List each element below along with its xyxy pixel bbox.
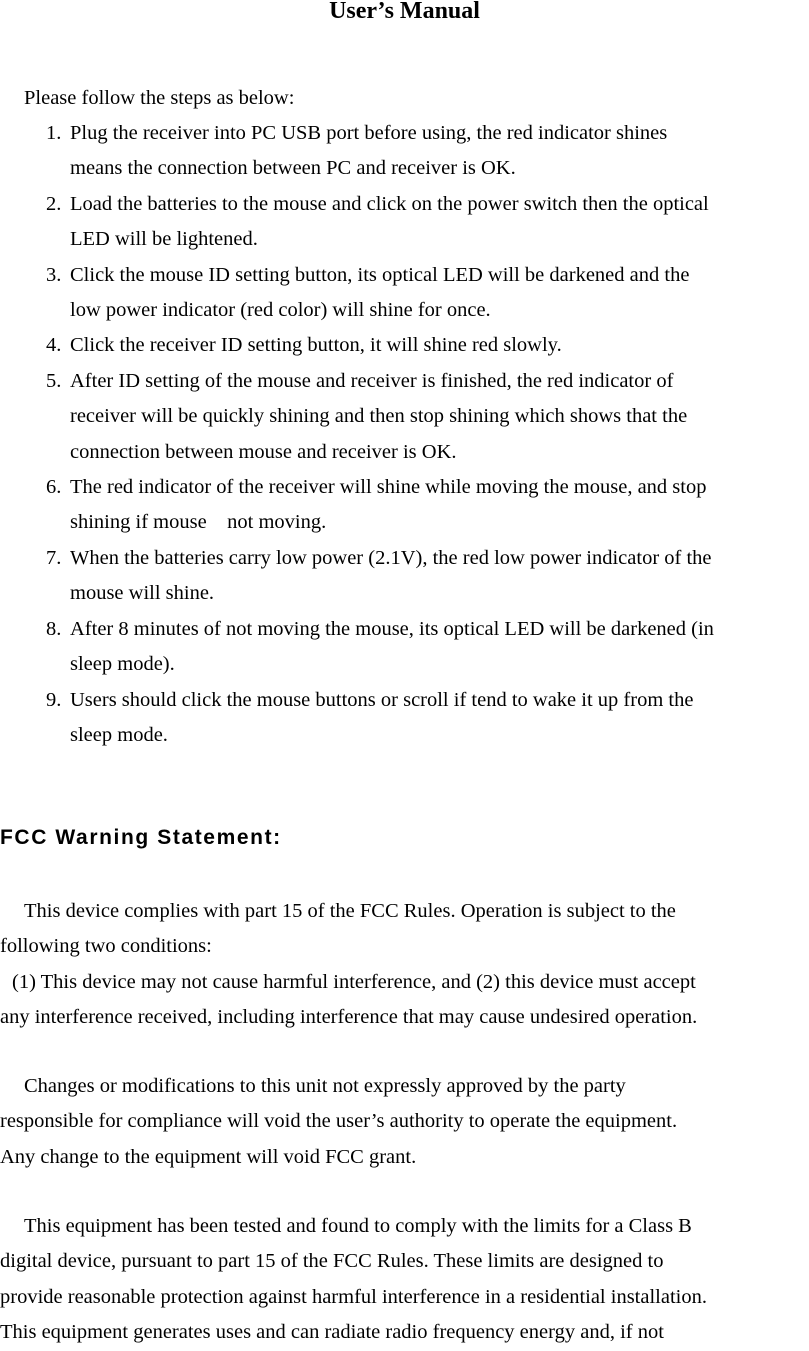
step-line: connection between mouse and receiver is OK. <box>70 440 457 463</box>
step-number: 2. <box>46 192 62 215</box>
paragraph-line: provide reasonable protection against harmful interference in a residential installation. <box>0 1285 707 1308</box>
step-number: 3. <box>46 263 62 286</box>
fcc-heading: FCC Warning Statement: <box>0 826 282 849</box>
intro-text: Please follow the steps as below: <box>24 87 295 109</box>
step-number: 8. <box>46 617 62 640</box>
step-item <box>46 258 809 329</box>
step-line: After ID setting of the mouse and receiver is finished, the red indicator of <box>70 369 674 392</box>
paragraph-line: following two conditions: <box>0 935 212 958</box>
paragraph-line: This device complies with part 15 of the FCC Rules. Operation is subject to the <box>24 900 676 922</box>
fcc-paragraph-class-b <box>0 1209 809 1351</box>
step-line: Users should click the mouse buttons or scroll if tend to wake it up from the <box>70 688 694 711</box>
step-item <box>46 683 809 754</box>
paragraph-line: This equipment has been tested and found to comply with the limits for a Class B <box>24 1215 692 1237</box>
paragraph-line: any interference received, including interference that may cause undesired operation. <box>0 1006 698 1029</box>
step-number: 6. <box>46 476 62 499</box>
step-item <box>46 187 809 258</box>
step-item <box>46 328 809 363</box>
step-line: LED will be lightened. <box>70 228 258 251</box>
fcc-paragraph-changes <box>0 1069 809 1175</box>
step-line: Click the mouse ID setting button, its optical LED will be darkened and the <box>70 263 690 286</box>
step-item <box>46 364 809 470</box>
step-line: low power indicator (red color) will shine for once. <box>70 299 491 322</box>
step-line: When the batteries carry low power (2.1V), the red low power indicator of the <box>70 546 712 569</box>
fcc-paragraph-conditions <box>0 894 809 1036</box>
paragraph-line: responsible for compliance will void the user’s authority to operate the equipment. <box>0 1110 678 1133</box>
paragraph-line: This equipment generates uses and can radiate radio frequency energy and, if not <box>0 1321 664 1344</box>
step-number: 1. <box>46 122 62 144</box>
step-line: receiver will be quickly shining and then stop shining which shows that the <box>70 405 688 428</box>
step-line: shining if mouse not moving. <box>70 511 327 534</box>
step-line: Load the batteries to the mouse and click on the power switch then the optical <box>70 192 709 215</box>
step-line: sleep mode. <box>70 723 168 746</box>
step-line: mouse will shine. <box>70 582 215 605</box>
step-line: means the connection between PC and receiver is OK. <box>70 157 516 180</box>
step-number: 9. <box>46 688 62 711</box>
step-line: Plug the receiver into PC USB port before using, the red indicator shines <box>70 122 668 144</box>
paragraph-line: Any change to the equipment will void FCC grant. <box>0 1145 417 1168</box>
step-number: 7. <box>46 546 62 569</box>
step-item <box>46 116 809 187</box>
paragraph-line: (1) This device may not cause harmful interference, and (2) this device must accept <box>12 970 696 993</box>
paragraph-line: digital device, pursuant to part 15 of the FCC Rules. These limits are designed to <box>0 1250 664 1273</box>
step-item <box>46 470 809 541</box>
step-line: Click the receiver ID setting button, it will shine red slowly. <box>70 334 562 357</box>
step-number: 5. <box>46 369 62 392</box>
step-number: 4. <box>46 334 62 357</box>
paragraph-line: Changes or modifications to this unit not expressly approved by the party <box>24 1075 626 1097</box>
page-title: User’s Manual <box>329 0 480 24</box>
step-item <box>46 541 809 612</box>
step-line: The red indicator of the receiver will shine while moving the mouse, and stop <box>70 476 707 499</box>
step-item <box>46 612 809 683</box>
step-line: sleep mode). <box>70 653 175 676</box>
steps-list <box>46 116 809 753</box>
step-line: After 8 minutes of not moving the mouse, its optical LED will be darkened (in <box>70 617 714 640</box>
